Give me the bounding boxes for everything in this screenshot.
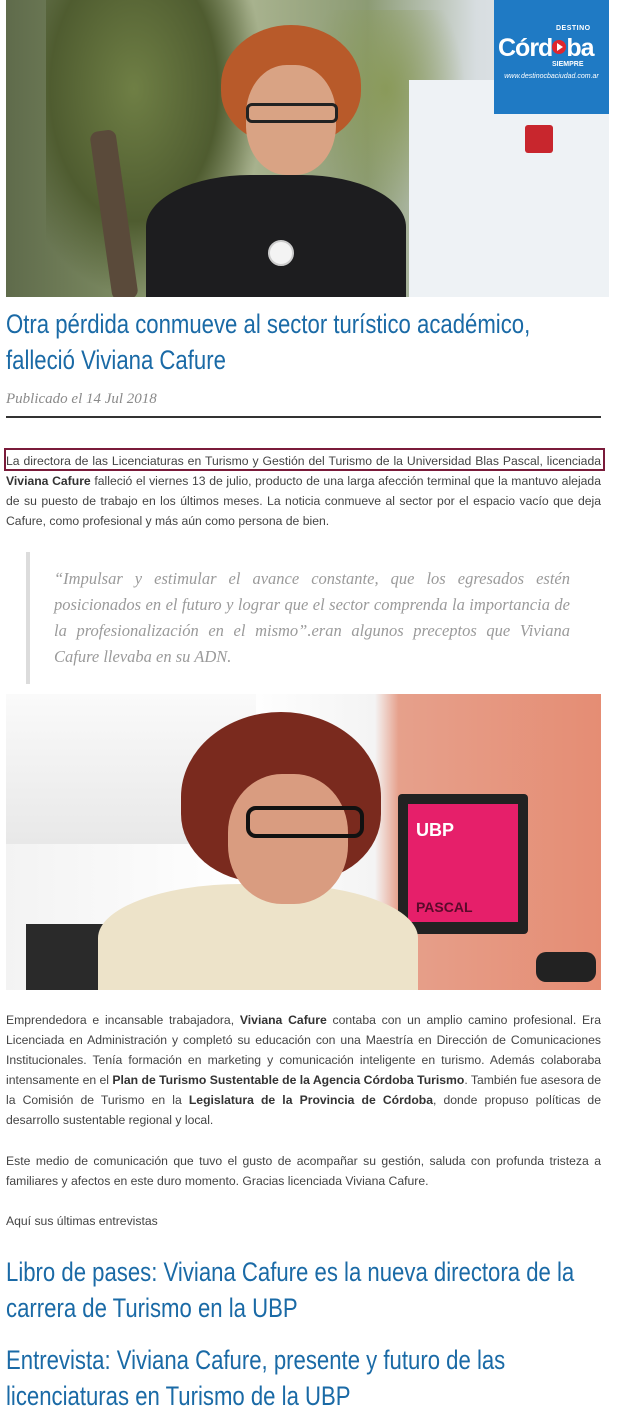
portrait-body (146, 175, 406, 297)
fire-alarm (525, 125, 553, 153)
office-photo (6, 694, 601, 990)
play-icon (552, 40, 566, 54)
publish-date: Publicado el 14 Jul 2018 (6, 391, 157, 407)
title-divider (6, 416, 601, 418)
logo-destino: DESTINO (556, 25, 591, 32)
screen-bottom-text: PASCAL (416, 899, 473, 915)
text-selection-highlight (4, 448, 605, 471)
portrait-person (146, 25, 406, 297)
portrait-glasses (246, 103, 338, 123)
portrait-glasses (246, 806, 364, 838)
logo-url: www.destinocbaciudad.com.ar (504, 73, 599, 80)
logo-wordmark: Córd ba (498, 34, 594, 62)
portrait-pendant (268, 240, 294, 266)
portrait-sweater (98, 884, 418, 990)
desk-phone (536, 952, 596, 982)
site-logo[interactable] (494, 0, 609, 114)
screen-logo-text: UBP (416, 820, 455, 840)
article-paragraph: Aquí sus últimas entrevistas (6, 1214, 158, 1228)
related-article-link[interactable]: Entrevista: Viviana Cafure, presente y futuro de las licenciaturas en Turismo de la UBP (6, 1345, 506, 1411)
article-title: Otra pérdida conmueve al sector turístico académico, falleció Viviana Cafure (6, 309, 531, 375)
logo-siempre: SIEMPRE (552, 61, 584, 68)
portrait-face (228, 774, 348, 904)
article-paragraph: Emprendedora e incansable trabajadora, Viviana Cafure contaba con un amplio camino profesional. Era Licenciada en Administración y completó su educación con una Maestría en Dirección de Comunicaciones Institucionales. Tenía formación en marketing y comunicación inteligente en turismo. Además colaboraba intensamente en el Plan de Turismo Sustentable de la Agencia Córdoba Turismo. También fue asesora de la Comisión de Turismo en la Legislatura de la Provincia de Córdoba, donde propuso políticas de desarrollo sustentable regional y local. (6, 1013, 601, 1127)
blockquote-bar (26, 552, 30, 684)
article-paragraph: Este medio de comunicación que tuvo el gusto de acompañar su gestión, saluda con profunda tristeza a familiares y afectos en este duro momento. Gracias licenciada Viviana Cafure. (6, 1154, 601, 1188)
article-paragraph: La directora de las Licenciaturas en Turismo y Gestión del Turismo de la Universidad Blas Pascal, licenciada Viviana Cafure falleció el viernes 13 de julio, producto de una larga afección terminal que la mantuvo alejada de su puesto de trabajo en los últimos meses. La noticia conmueve al sector por el espacio vacío que deja Cafure, como profesional y más aún como persona de bien. (6, 454, 601, 528)
blockquote: “Impulsar y estimular el avance constante, que los egresados estén posicionados en el futuro y lograr que el sector comprenda la importancia de la profesionalización en el mismo”.eran algunos preceptos que Viviana Cafure llevaba en su ADN. (54, 569, 570, 666)
related-article-link[interactable]: Libro de pases: Viviana Cafure es la nueva directora de la carrera de Turismo en la UBP (6, 1257, 575, 1323)
